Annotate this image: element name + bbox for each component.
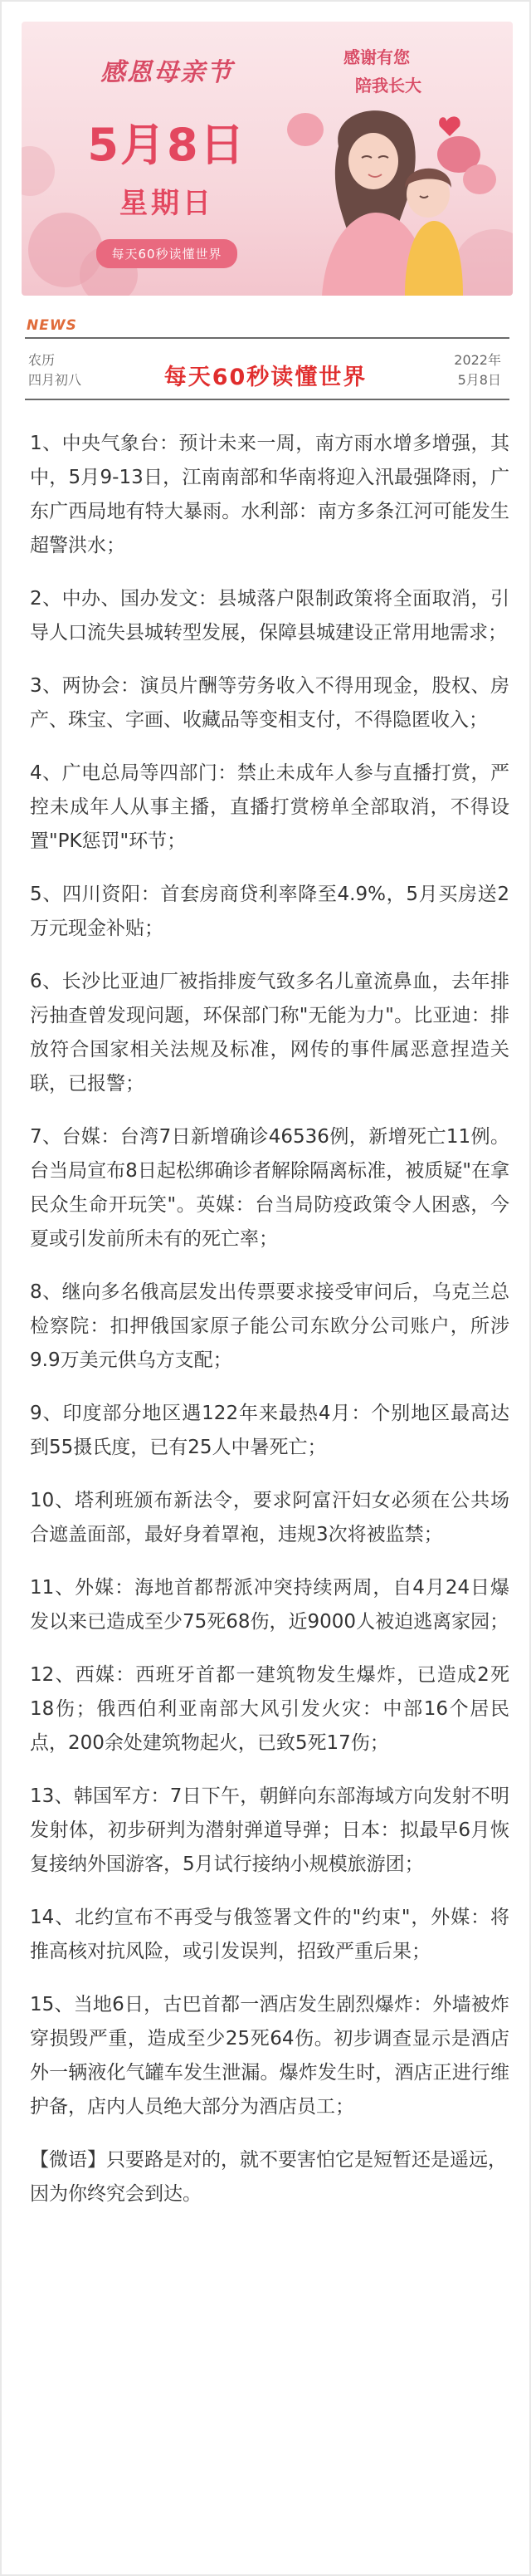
mother-child-illustration [280, 96, 496, 296]
masthead-title: 每天60秒读懂世界 [163, 365, 368, 390]
news-item: 5、四川资阳：首套房商贷利率降至4.9%，5月买房送2万元现金补贴； [30, 884, 509, 939]
news-item: 3、两协会：演员片酬等劳务收入不得用现金，股权、房产、珠宝、字画、收藏品等变相支付，不得隐匿收入； [30, 675, 509, 731]
news-item: 14、北约宣布不再受与俄签署文件的"约束"，外媒：将推高核对抗风险，或引发误判，招致严重后果； [30, 1907, 509, 1962]
gregorian-date [454, 350, 501, 390]
news-list [30, 427, 509, 2211]
banner-caption-line-2: 陪我长大 [355, 76, 421, 95]
daily-motto: 【微语】只要路是对的，就不要害怕它是短暂还是遥远，因为你终究会到达。 [30, 2149, 507, 2205]
news-item: 6、长沙比亚迪厂被指排废气致多名儿童流鼻血，去年排污抽查曾发现问题，环保部门称"无能为力"。比亚迪：排放符合国家相关法规及标准，网传的事件属恶意捏造关联，已报警； [30, 971, 509, 1095]
mothers-day-banner [22, 22, 513, 296]
gregorian-year: 2022年 [454, 352, 501, 368]
lunar-day: 四月初八 [28, 372, 82, 388]
news-tag: NEWS [27, 317, 77, 334]
news-item: 7、台媒：台湾7日新增确诊46536例，新增死亡11例。台当局宣布8日起松绑确诊者解除隔离标准，被质疑"在拿民众生命开玩笑"。英媒：台当局防疫政策令人困惑，今夏或引发前所未有的死亡率； [30, 1126, 509, 1250]
news-item: 11、外媒：海地首都帮派冲突持续两周，自4月24日爆发以来已造成至少75死68伤，近9000人被迫逃离家园； [30, 1577, 509, 1633]
news-item: 10、塔利班颁布新法令，要求阿富汗妇女必须在公共场合遮盖面部，最好身着罩袍，违规3次将被监禁； [30, 1490, 509, 1545]
banner-weekday: 星期日 [119, 187, 214, 220]
banner-caption-line-1: 感谢有您 [343, 47, 410, 67]
news-item: 12、西媒：西班牙首都一建筑物发生爆炸，已造成2死18伤；俄西伯利亚南部大风引发火灾：中部16个居民点，200余处建筑物起火，已致5死17伤； [30, 1664, 509, 1754]
gregorian-day: 5月8日 [457, 372, 501, 388]
news-item: 15、当地6日，古巴首都一酒店发生剧烈爆炸：外墙被炸穿损毁严重，造成至少25死64伤。初步调查显示是酒店外一辆液化气罐车发生泄漏。爆炸发生时，酒店正进行维护备，店内人员绝大部分为酒店员工； [30, 1994, 509, 2118]
banner-script-title: 感恩母亲节 [100, 58, 233, 87]
news-item: 13、韩国军方：7日下午，朝鲜向东部海域方向发射不明发射体，初步研判为潜射弹道导弹；日本：拟最早6月恢复接纳外国游客，5月试行接纳小规模旅游团； [30, 1785, 509, 1875]
top-divider [25, 337, 509, 339]
news-item: 4、广电总局等四部门：禁止未成年人参与直播打赏，严控未成年人从事主播，直播打赏榜单全部取消，不得设置"PK惩罚"环节； [30, 762, 509, 852]
news-item: 2、中办、国办发文：县城落户限制政策将全面取消，引导人口流失县城转型发展，保障县城建设正常用地需求； [30, 588, 509, 644]
header-divider [25, 399, 509, 400]
banner-slogan-pill: 每天60秒读懂世界 [96, 239, 236, 268]
news-item: 1、中央气象台：预计未来一周，南方雨水增多增强，其中，5月9-13日，江南南部和华南将迎入汛最强降雨，广东广西局地有特大暴雨。水利部：南方多条江河可能发生超警洪水； [30, 433, 509, 556]
news-item: 9、印度部分地区遇122年来最热4月：个别地区最高达到55摄氏度，已有25人中暑死亡； [30, 1403, 509, 1458]
news-item: 8、继向多名俄高层发出传票要求接受审问后，乌克兰总检察院：扣押俄国家原子能公司东欧分公司账户，所涉9.9万美元供乌方支配； [30, 1281, 509, 1371]
lunar-label: 农历 [28, 352, 56, 368]
banner-date: 5月8日 [87, 119, 246, 171]
